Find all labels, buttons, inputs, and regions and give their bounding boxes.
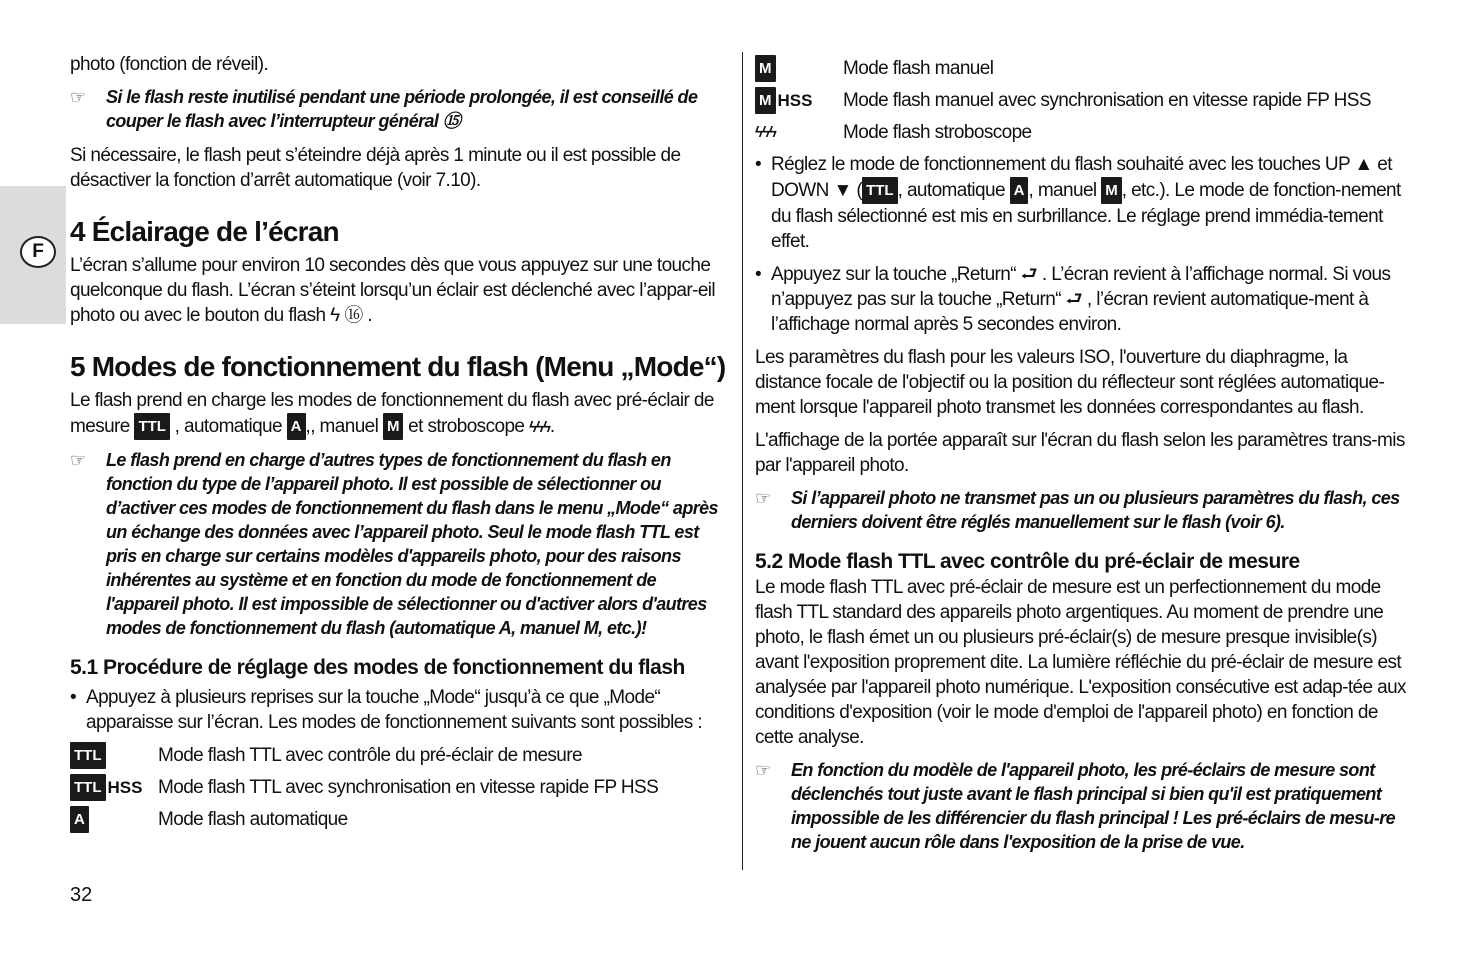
section-heading: 5 Modes de fonctionnement du flash (Menu „Mode“) (70, 351, 726, 382)
pointing-hand-icon: ☞ (70, 87, 86, 107)
left-column (70, 52, 730, 835)
paragraph: L’écran s’allume pour environ 10 secondes dès que vous appuyez sur une touche quelconque du flash. L’écran s’éteint lorsqu’un éclair est déclenché avec l’appar-eil photo ou avec le bouton du flash ϟ ⑯ . (70, 255, 716, 326)
bullet-item: • Appuyez à plusieurs reprises sur la touche „Mode“ jusqu’à ce que „Mode“ apparaisse sur l’écran. Les modes de fonctionnement suivants sont possibles : (70, 687, 702, 733)
hss-label: HSS (777, 90, 813, 110)
flash-icon: ϟ (330, 305, 340, 326)
up-arrow-icon: ▲ (1354, 154, 1373, 175)
return-icon: ⮐ (1065, 289, 1083, 310)
paragraph: L'affichage de la portée apparaît sur l'écran du flash selon les paramètres trans-mis par l'appareil photo. (755, 430, 1405, 476)
bullet-item: • Réglez le mode de fonctionnement du flash souhaité avec les touches UP ▲ et DOWN ▼ ( TTL , automatique A , manuel M , etc.). Le mode de fonction-nement du flash sélectionné est mis en surbrillance. Le réglage prend immédia-tement effet. (755, 154, 1401, 252)
note (755, 486, 1415, 534)
note (70, 448, 730, 640)
auto-mode-icon: A (287, 413, 306, 440)
paragraph: Les paramètres du flash pour les valeurs ISO, l'ouverture du diaphragme, la distance focale de l'objectif ou la position du réflecteur sont réglées automatique-ment lorsque l'appareil photo transmet les données correspondantes au flash. (755, 347, 1385, 418)
pointing-hand-icon: ☞ (70, 450, 86, 470)
return-icon: ⮐ (1020, 264, 1038, 285)
manual-mode-icon: M (755, 55, 776, 82)
mode-row (755, 52, 1415, 84)
subsection-heading: 5.2 Mode flash TTL avec contrôle du pré-éclair de mesure (755, 550, 1300, 573)
mode-label: Mode flash stroboscope (843, 121, 1032, 143)
page-number: 32 (70, 884, 93, 906)
note (70, 85, 730, 133)
hss-label: HSS (107, 777, 143, 797)
mode-row (70, 739, 730, 771)
manual-mode-icon: M (383, 413, 404, 440)
paragraph: Si nécessaire, le flash peut s’éteindre déjà après 1 minute ou il est possible de désactiver la fonction d’arrêt automatique (voir 7.10). (70, 145, 681, 191)
mode-row (70, 803, 730, 835)
circled-15-icon: ⑮ (442, 111, 461, 131)
paragraph: Le mode flash TTL avec pré-éclair de mesure est un perfectionnement du mode flash TTL standard des appareils photo argentiques. Au moment de prendre une photo, le flash émet un ou plusieurs pré-éclair(s) de mesure presque invisible(s) avant l'exposition proprement dite. La lumière réfléchie du pré-éclair de mesure est analysée par l'appareil photo numérique. L'exposition consécutive est adap-tée aux conditions d'exposition (voir le mode d'emploi de l'appareil photo) en fonction de cette analyse. (755, 577, 1406, 748)
column-divider (742, 52, 743, 870)
note-text: Si le flash reste inutilisé pendant une période prolongée, il est conseillé de couper le flash avec l’interrupteur général (106, 87, 698, 131)
mode-row (755, 116, 1415, 148)
mode-label: Mode flash TTL avec contrôle du pré-éclair de mesure (158, 744, 582, 766)
strobo-mode-icon: ϟϟϟ (529, 419, 550, 436)
ttl-mode-icon: TTL (70, 742, 106, 769)
down-arrow-icon: ▼ (833, 180, 852, 201)
pointing-hand-icon: ☞ (755, 488, 771, 508)
paragraph: Le flash prend en charge les modes de fonctionnement du flash avec pré-éclair de mesure TTL , automatique A ,, manuel M et stroboscope ϟϟϟ. (70, 388, 730, 440)
mode-row (70, 771, 730, 803)
auto-mode-icon: A (1010, 177, 1029, 204)
mode-label: Mode flash TTL avec synchronisation en vitesse rapide FP HSS (158, 776, 659, 798)
paragraph: photo (fonction de réveil). (70, 54, 269, 75)
pointing-hand-icon: ☞ (755, 760, 771, 780)
strobo-mode-icon: ϟϟϟ (755, 123, 776, 141)
mode-label: Mode flash manuel avec synchronisation en vitesse rapide FP HSS (843, 89, 1371, 111)
ttl-mode-icon: TTL (862, 177, 898, 204)
right-column (755, 52, 1415, 854)
auto-mode-icon: A (70, 806, 89, 833)
note-text: Le flash prend en charge d’autres types de fonctionnement du flash en fonction du type de l’appareil photo. Il est possible de sélectionner ou d’activer ces modes de fonctionnement du flash dans le menu „Mode“ après un échange des données avec l’appareil photo. Seul le mode flash TTL est pris en charge sur certains modèles d'appareils photo, pour des raisons inhérentes au système et en fonction du mode de fonctionnement de l'appareil photo. Il est impossible de sélectionner ou d'activer alors d'autres modes de fonctionnement du flash (automatique A, manuel M, etc.)! (106, 450, 718, 638)
language-badge: F (20, 236, 56, 268)
mode-row (755, 84, 1415, 116)
section-heading: 4 Éclairage de l’écran (70, 216, 339, 247)
subsection-heading: 5.1 Procédure de réglage des modes de fonctionnement du flash (70, 656, 685, 679)
circled-16-icon: ⑯ (344, 305, 363, 326)
note (755, 758, 1415, 854)
ttl-mode-icon: TTL (134, 413, 170, 440)
note-text: En fonction du modèle de l'appareil photo, les pré-éclairs de mesure sont déclenchés tout juste avant le flash principal si bien qu'il est pratiquement impossible de les différencier du flash principal ! Les pré-éclairs de mesu-re ne jouent aucun rôle dans l'exposition de la prise de vue. (791, 760, 1396, 852)
note-text: Si l’appareil photo ne transmet pas un ou plusieurs paramètres du flash, ces derniers doivent être réglés manuellement sur le flash (voir 6). (791, 488, 1400, 532)
ttl-mode-icon: TTL (70, 774, 106, 801)
manual-mode-icon: M (1101, 177, 1122, 204)
manual-mode-icon: M (755, 87, 776, 114)
mode-label: Mode flash automatique (158, 808, 348, 830)
mode-label: Mode flash manuel (843, 57, 994, 79)
bullet-item: • Appuyez sur la touche „Return“ ⮐ . L’écran revient à l’affichage normal. Si vous n’appuyez pas sur la touche „Return“ ⮐ , l’écran revient automatique-ment à l’affichage normal après 5 secondes environ. (755, 264, 1391, 335)
